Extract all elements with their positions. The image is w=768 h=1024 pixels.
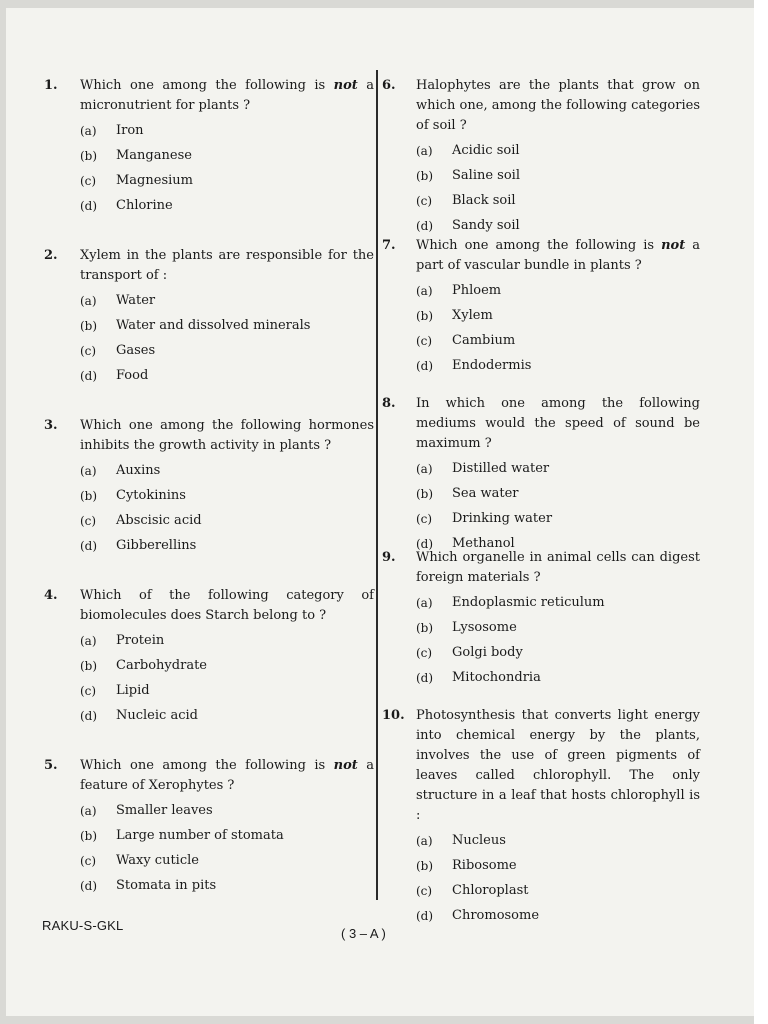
option-d [382,668,700,688]
option-label: (b) [80,319,98,333]
option-c [382,331,700,351]
option-text: Chloroplast [452,883,529,898]
option-text: Gases [116,343,156,358]
option-label: (a) [416,462,433,476]
question-text-part: a part of vascular bundle in plants ? [416,238,700,273]
option-label: (a) [80,804,97,818]
option-text: Acidic soil [452,143,520,158]
question-9 [382,548,700,688]
option-a [44,801,374,821]
option-a [44,291,374,311]
option-text: Chlorine [116,198,173,213]
question-number: 3. [44,418,58,433]
option-c [382,643,700,663]
emphasis-word: not [661,238,686,253]
question-1 [44,76,374,216]
question-5 [44,756,374,896]
option-label: (c) [80,344,97,358]
option-text: Black soil [452,193,516,208]
option-text: Saline soil [452,168,520,183]
question-text-part: In which one among the following mediums would the speed of sound be maximum ? [416,396,700,451]
option-a [44,631,374,651]
option-label: (c) [80,854,97,868]
question-text [80,416,374,456]
option-b [44,656,374,676]
question-text-part: a feature of Xerophytes ? [80,758,374,793]
option-text: Nucleus [452,833,506,848]
option-label: (a) [80,464,97,478]
page-edge [754,0,768,1024]
question-header [382,236,700,276]
option-b [382,856,700,876]
question-text [80,756,374,796]
emphasis-word: not [333,758,358,773]
option-label: (d) [416,537,434,551]
option-label: (d) [416,671,434,685]
option-b [382,166,700,186]
option-c [44,341,374,361]
paper-code: RAKU-S-GKL [42,918,124,933]
option-label: (b) [80,149,98,163]
option-c [44,511,374,531]
option-text: Water [116,293,156,308]
option-d [44,366,374,386]
question-number: 10. [382,708,405,723]
option-label: (c) [416,194,433,208]
option-label: (b) [80,489,98,503]
option-d [382,216,700,236]
question-6 [382,76,700,236]
question-text-part: Which of the following category of biomolecules does Starch belong to ? [80,588,374,623]
option-d [44,536,374,556]
option-label: (b) [80,659,98,673]
option-text: Sea water [452,486,519,501]
option-text: Ribosome [452,858,517,873]
option-label: (d) [416,909,434,923]
option-text: Chromosome [452,908,540,923]
option-text: Food [116,368,149,383]
question-number: 1. [44,78,58,93]
option-label: (c) [416,334,433,348]
question-text-part: Which one among the following is [80,758,334,773]
question-number: 2. [44,248,58,263]
option-d [382,906,700,926]
option-text: Magnesium [116,173,193,188]
option-label: (a) [416,834,433,848]
option-text: Iron [116,123,144,138]
option-b [44,146,374,166]
option-label: (a) [416,284,433,298]
option-label: (c) [416,884,433,898]
option-label: (c) [80,514,97,528]
option-d [44,876,374,896]
question-number: 4. [44,588,58,603]
option-text: Smaller leaves [116,803,213,818]
question-header [44,246,374,286]
option-c [382,191,700,211]
option-d [44,706,374,726]
question-text-part: Which one among the following is [416,238,662,253]
option-label: (d) [80,539,98,553]
question-header [382,548,700,588]
question-text-part: Which one among the following is [80,78,334,93]
option-a [382,141,700,161]
question-number: 7. [382,238,396,253]
option-text: Lipid [116,683,150,698]
option-label: (b) [416,621,434,635]
option-label: (a) [80,634,97,648]
question-header [44,756,374,796]
option-b [382,306,700,326]
option-text: Water and dissolved minerals [116,318,311,333]
question-text-part: Xylem in the plants are responsible for the transport of : [80,248,374,283]
option-label: (b) [416,309,434,323]
option-text: Gibberellins [116,538,197,553]
question-8 [382,394,700,554]
option-c [382,881,700,901]
question-text [80,586,374,626]
option-text: Xylem [452,308,493,323]
option-label: (d) [416,219,434,233]
option-a [382,459,700,479]
option-label: (c) [80,684,97,698]
option-a [44,461,374,481]
question-text-part: Photosynthesis that converts light energy into chemical energy by the plants, involves the use of green pigments of leaves called chlorophyll. The only structure in a leaf that hosts chlorophyll is : [416,708,700,823]
option-text: Phloem [452,283,502,298]
option-d [382,356,700,376]
option-text: Cambium [452,333,516,348]
option-label: (d) [80,199,98,213]
option-label: (d) [80,709,98,723]
question-text-part: Which one among the following hormones inhibits the growth activity in plants ? [80,418,374,453]
question-number: 9. [382,550,396,565]
option-text: Drinking water [452,511,553,526]
option-b [382,484,700,504]
question-header [382,76,700,136]
question-4 [44,586,374,726]
option-d [44,196,374,216]
question-header [382,394,700,454]
option-label: (a) [80,294,97,308]
option-a [382,831,700,851]
option-b [44,316,374,336]
option-label: (b) [416,487,434,501]
question-7 [382,236,700,376]
option-label: (d) [80,879,98,893]
question-header [44,586,374,626]
option-label: (a) [416,596,433,610]
option-b [44,486,374,506]
question-3 [44,416,374,556]
option-b [382,618,700,638]
option-a [44,121,374,141]
question-text [416,548,700,588]
column-divider [376,70,378,900]
option-label: (b) [416,859,434,873]
question-header [44,76,374,116]
question-text-part: Halophytes are the plants that grow on which one, among the following categories of soil ? [416,78,700,133]
emphasis-word: not [333,78,358,93]
option-label: (a) [416,144,433,158]
option-c [44,171,374,191]
question-2 [44,246,374,386]
option-text: Methanol [452,536,515,551]
option-label: (d) [416,359,434,373]
option-a [382,281,700,301]
option-text: Mitochondria [452,670,541,685]
question-10 [382,706,700,926]
question-text [80,76,374,116]
question-text [416,76,700,136]
option-text: Endodermis [452,358,532,373]
option-label: (d) [80,369,98,383]
option-text: Endoplasmic reticulum [452,595,605,610]
question-text-part: a micronutrient for plants ? [80,78,374,113]
option-label: (b) [416,169,434,183]
question-number: 6. [382,78,396,93]
option-c [382,509,700,529]
option-label: (c) [416,646,433,660]
option-label: (c) [416,512,433,526]
option-label: (a) [80,124,97,138]
option-a [382,593,700,613]
question-text [80,246,374,286]
option-text: Carbohydrate [116,658,207,673]
question-text-part: Which organelle in animal cells can digest foreign materials ? [416,550,700,585]
option-text: Golgi body [452,645,523,660]
question-header [382,706,700,826]
question-text [416,706,700,826]
option-text: Protein [116,633,165,648]
option-text: Abscisic acid [116,513,202,528]
option-c [44,681,374,701]
option-label: (b) [80,829,98,843]
option-c [44,851,374,871]
option-text: Cytokinins [116,488,186,503]
question-text [416,394,700,454]
option-text: Distilled water [452,461,550,476]
question-number: 8. [382,396,396,411]
option-text: Waxy cuticle [116,853,199,868]
option-label: (c) [80,174,97,188]
option-text: Nucleic acid [116,708,198,723]
option-text: Large number of stomata [116,828,284,843]
option-text: Auxins [116,463,161,478]
option-text: Sandy soil [452,218,520,233]
question-text [416,236,700,276]
question-number: 5. [44,758,58,773]
page-number: ( 3 – A ) [341,926,386,941]
option-text: Lysosome [452,620,517,635]
option-text: Stomata in pits [116,878,217,893]
question-header [44,416,374,456]
option-b [44,826,374,846]
option-text: Manganese [116,148,192,163]
